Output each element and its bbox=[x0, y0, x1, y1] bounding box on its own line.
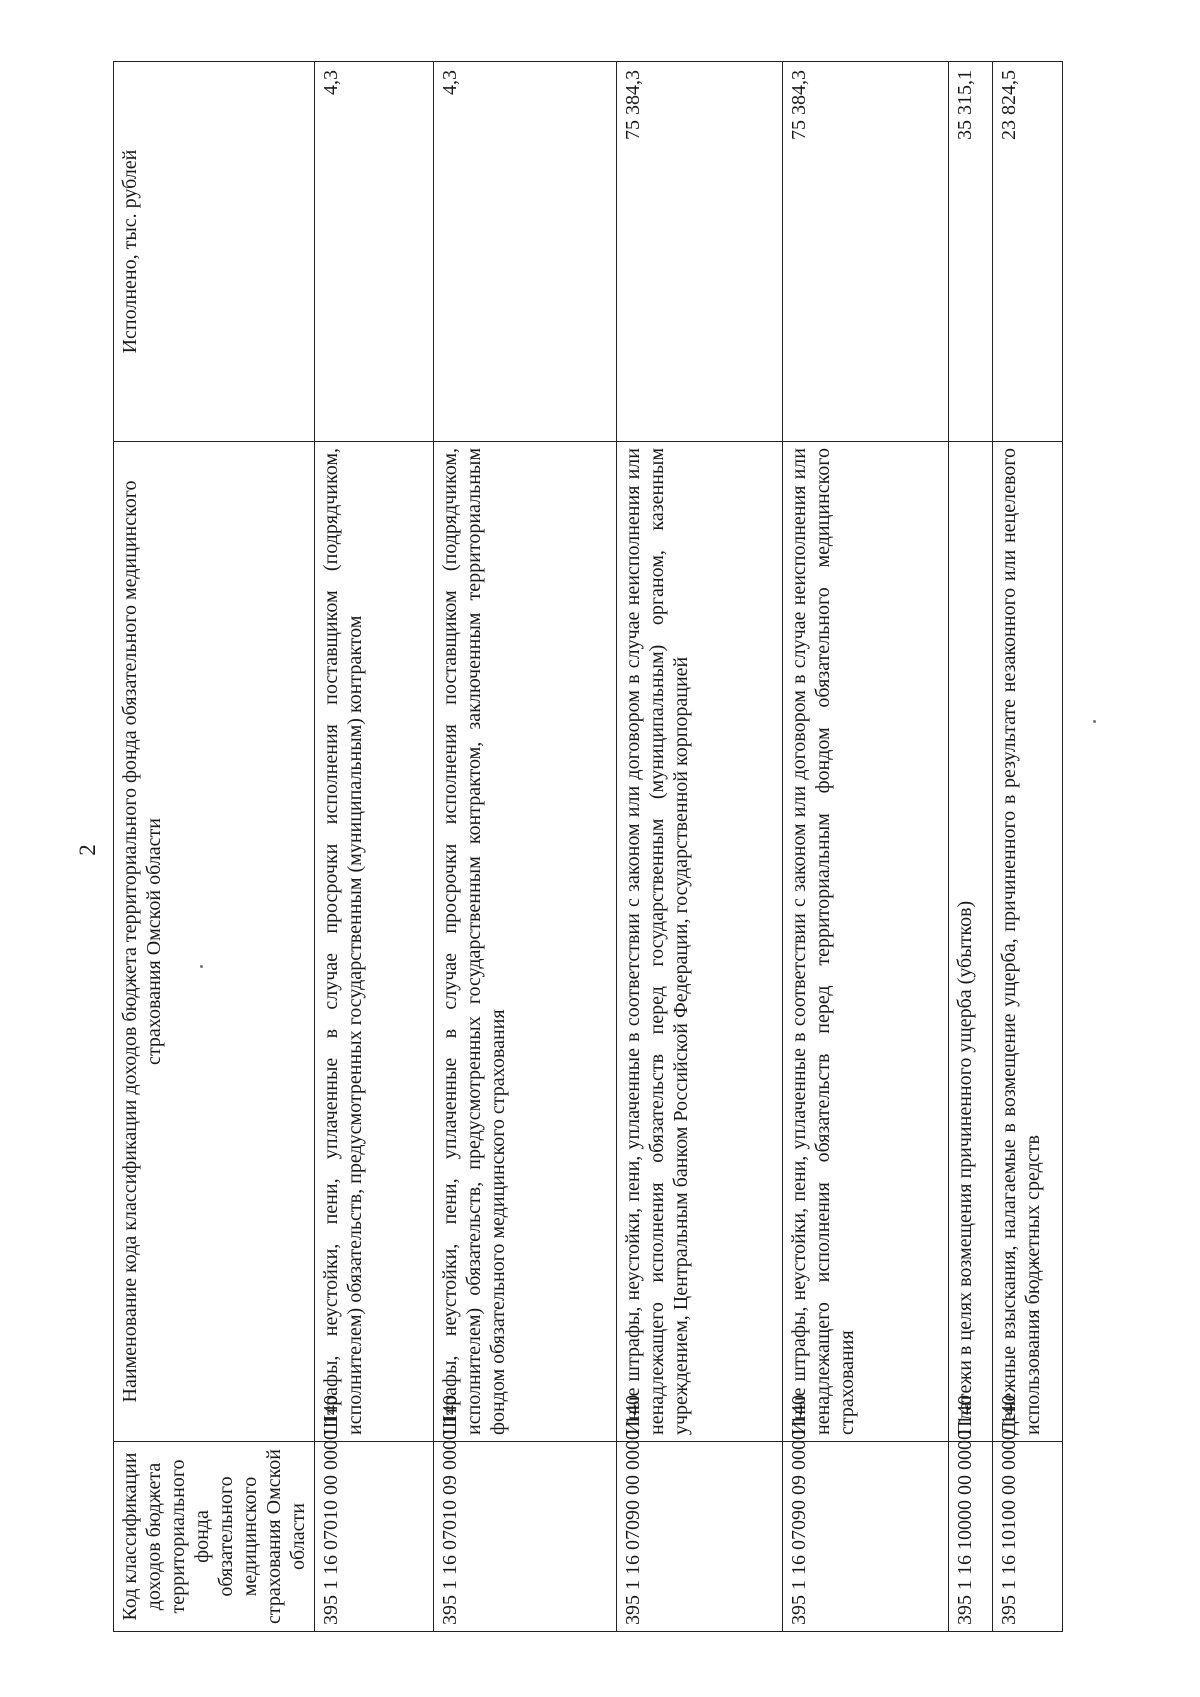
cell-amount: 75 384,3 bbox=[782, 62, 948, 442]
cell-code: 395 1 16 07090 09 0000 140 bbox=[782, 1442, 948, 1632]
cell-name: Денежные взыскания, налагаемые в возмещение ущерба, причиненного в результате незаконного или нецелевого использования бюджетных средств bbox=[992, 442, 1062, 1442]
income-classification-table bbox=[113, 61, 1063, 1632]
table-row bbox=[782, 62, 948, 1632]
cell-code: 395 1 16 07010 09 0000 140 bbox=[434, 1442, 617, 1632]
cell-amount: 35 315,1 bbox=[948, 62, 992, 442]
table-row bbox=[434, 62, 617, 1632]
cell-amount: 4,3 bbox=[434, 62, 617, 442]
table-row bbox=[315, 62, 434, 1632]
cell-name: Иные штрафы, неустойки, пени, уплаченные в соответствии с законом или договором в случае неисполнения или ненадлежащего исполнения обязательств перед государственным (муниципальным) органом, казенным учреждением, Центральным банком Российской Федерации, государственной корпорацией bbox=[617, 442, 783, 1442]
cell-amount: 4,3 bbox=[315, 62, 434, 442]
cell-amount: 75 384,3 bbox=[617, 62, 783, 442]
cell-name: Иные штрафы, неустойки, пени, уплаченные в соответствии с законом или договором в случае неисполнения или ненадлежащего исполнения обязательств перед территориальным фондом обязательного медицинского страхования bbox=[782, 442, 948, 1442]
scan-speck bbox=[1093, 720, 1096, 723]
cell-code: 395 1 16 10000 00 0000 140 bbox=[948, 1442, 992, 1632]
header-amount: Исполнено, тыс. рублей bbox=[114, 62, 315, 442]
cell-code: 395 1 16 07010 00 0000 140 bbox=[315, 1442, 434, 1632]
page-number: 2 bbox=[74, 844, 100, 856]
cell-code: 395 1 16 10100 00 0000 140 bbox=[992, 1442, 1062, 1632]
header-name: Наименование кода классификации доходов бюджета территориального фонда обязательного медицинского страхования Омской области bbox=[114, 442, 315, 1442]
cell-name: Платежи в целях возмещения причиненного ущерба (убытков) bbox=[948, 442, 992, 1442]
cell-amount: 23 824,5 bbox=[992, 62, 1062, 442]
header-code: Код классификации доходов бюджета территориального фонда обязательного медицинского страхования Омской области bbox=[114, 1442, 315, 1632]
cell-code: 395 1 16 07090 00 0000 140 bbox=[617, 1442, 783, 1632]
table-row bbox=[617, 62, 783, 1632]
rotated-table-container bbox=[113, 62, 1063, 1632]
cell-name: Штрафы, неустойки, пени, уплаченные в случае просрочки исполнения поставщиком (подрядчиком, исполнителем) обязательств, предусмотренных государственным контрактом, заключенным территориальным фондом обязательного медицинского страхования bbox=[434, 442, 617, 1442]
cell-name: Штрафы, неустойки, пени, уплаченные в случае просрочки исполнения поставщиком (подрядчиком, исполнителем) обязательств, предусмотренных государственным (муниципальным) контрактом bbox=[315, 442, 434, 1442]
table-row bbox=[948, 62, 992, 1632]
table-header-row bbox=[114, 62, 315, 1632]
table-row bbox=[992, 62, 1062, 1632]
